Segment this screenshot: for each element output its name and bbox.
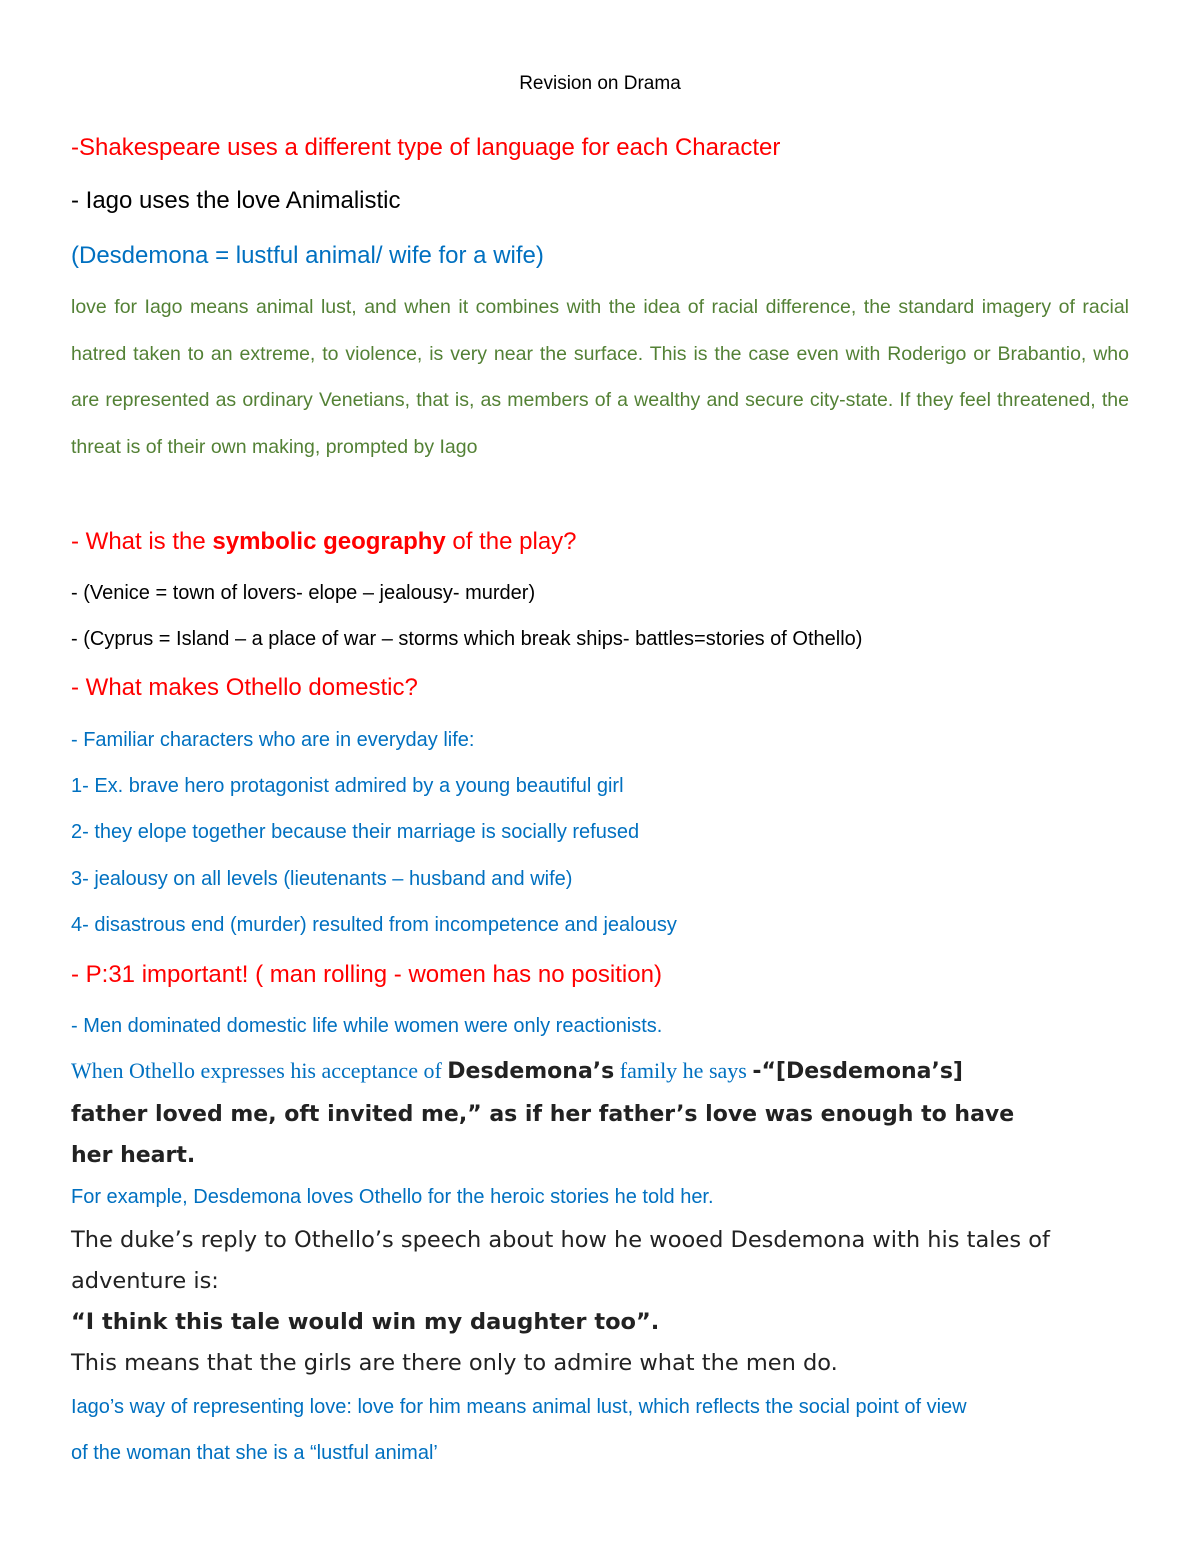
duke-quote: “I think this tale would win my daughter too”. [71, 1309, 660, 1335]
acceptance-line-3: her heart. [71, 1143, 196, 1168]
line-iago-representing-love: Iago’s way of representing love: love for him means animal lust, which reflects the social point of view [71, 1396, 967, 1418]
line-girls-admire: This means that the girls are there only to admire what the men do. [71, 1350, 838, 1376]
line-lustful-animal: of the woman that she is a “lustful animal’ [71, 1442, 438, 1464]
line-venice: - (Venice = town of lovers- elope – jealousy- murder) [71, 582, 536, 604]
paragraph-othello-acceptance [71, 1050, 1151, 1176]
list-item-4: 4- disastrous end (murder) resulted from incompetence and jealousy [71, 914, 677, 936]
document-title: Revision on Drama [519, 73, 681, 94]
question-symbolic-geography [71, 528, 577, 556]
acceptance-text-a: When Othello expresses his acceptance of [71, 1058, 448, 1083]
list-item-2: 2- they elope together because their marriage is socially refused [71, 821, 640, 843]
line-iago-animalistic: - Iago uses the love Animalistic [71, 187, 401, 214]
question-suffix: of the play? [445, 528, 577, 555]
acceptance-text-b: Desdemona’s [447, 1059, 615, 1084]
line-men-dominated: - Men dominated domestic life while women were only reactionists. [71, 1015, 663, 1037]
question-emphasis: symbolic geography [212, 528, 446, 555]
duke-line-2: adventure is: [71, 1268, 219, 1294]
line-p31-important: - P:31 important! ( man rolling - women has no position) [71, 961, 662, 988]
line-familiar-characters: - Familiar characters who are in everyday life: [71, 729, 475, 751]
line-for-example: For example, Desdemona loves Othello for the heroic stories he told her. [71, 1186, 714, 1208]
line-shakespeare-language: -Shakespeare uses a different type of language for each Character [71, 134, 781, 161]
acceptance-line-1 [71, 1050, 1151, 1094]
question-othello-domestic: - What makes Othello domestic? [71, 674, 418, 701]
list-item-1: 1- Ex. brave hero protagonist admired by a young beautiful girl [71, 775, 624, 797]
acceptance-line-2: father loved me, oft invited me,” as if her father’s love was enough to have [71, 1102, 1015, 1127]
list-item-3: 3- jealousy on all levels (lieutenants – husband and wife) [71, 868, 573, 890]
line-desdemona-lustful: (Desdemona = lustful animal/ wife for a wife) [71, 242, 544, 269]
line-cyprus: - (Cyprus = Island – a place of war – storms which break ships- battles=stories of Othello) [71, 628, 863, 650]
paragraph-duke-reply [71, 1220, 1151, 1384]
question-prefix: - What is the [71, 528, 213, 555]
acceptance-text-c: family he says [614, 1058, 753, 1083]
acceptance-text-d: -“[Desdemona’s] [752, 1059, 963, 1084]
duke-line-1: The duke’s reply to Othello’s speech about how he wooed Desdemona with his tales of [71, 1227, 1050, 1253]
paragraph-love-for-iago: love for Iago means animal lust, and when it combines with the idea of racial difference, the standard imagery of racial hatred taken to an extreme, to violence, is very near the surface. This is the case even with Roderigo or Brabantio, who are represented as ordinary Venetians, that is, as members of a wealthy and secure city-state. If they feel threatened, the threat is of their own making, prompted by Iago [71, 296, 1129, 459]
